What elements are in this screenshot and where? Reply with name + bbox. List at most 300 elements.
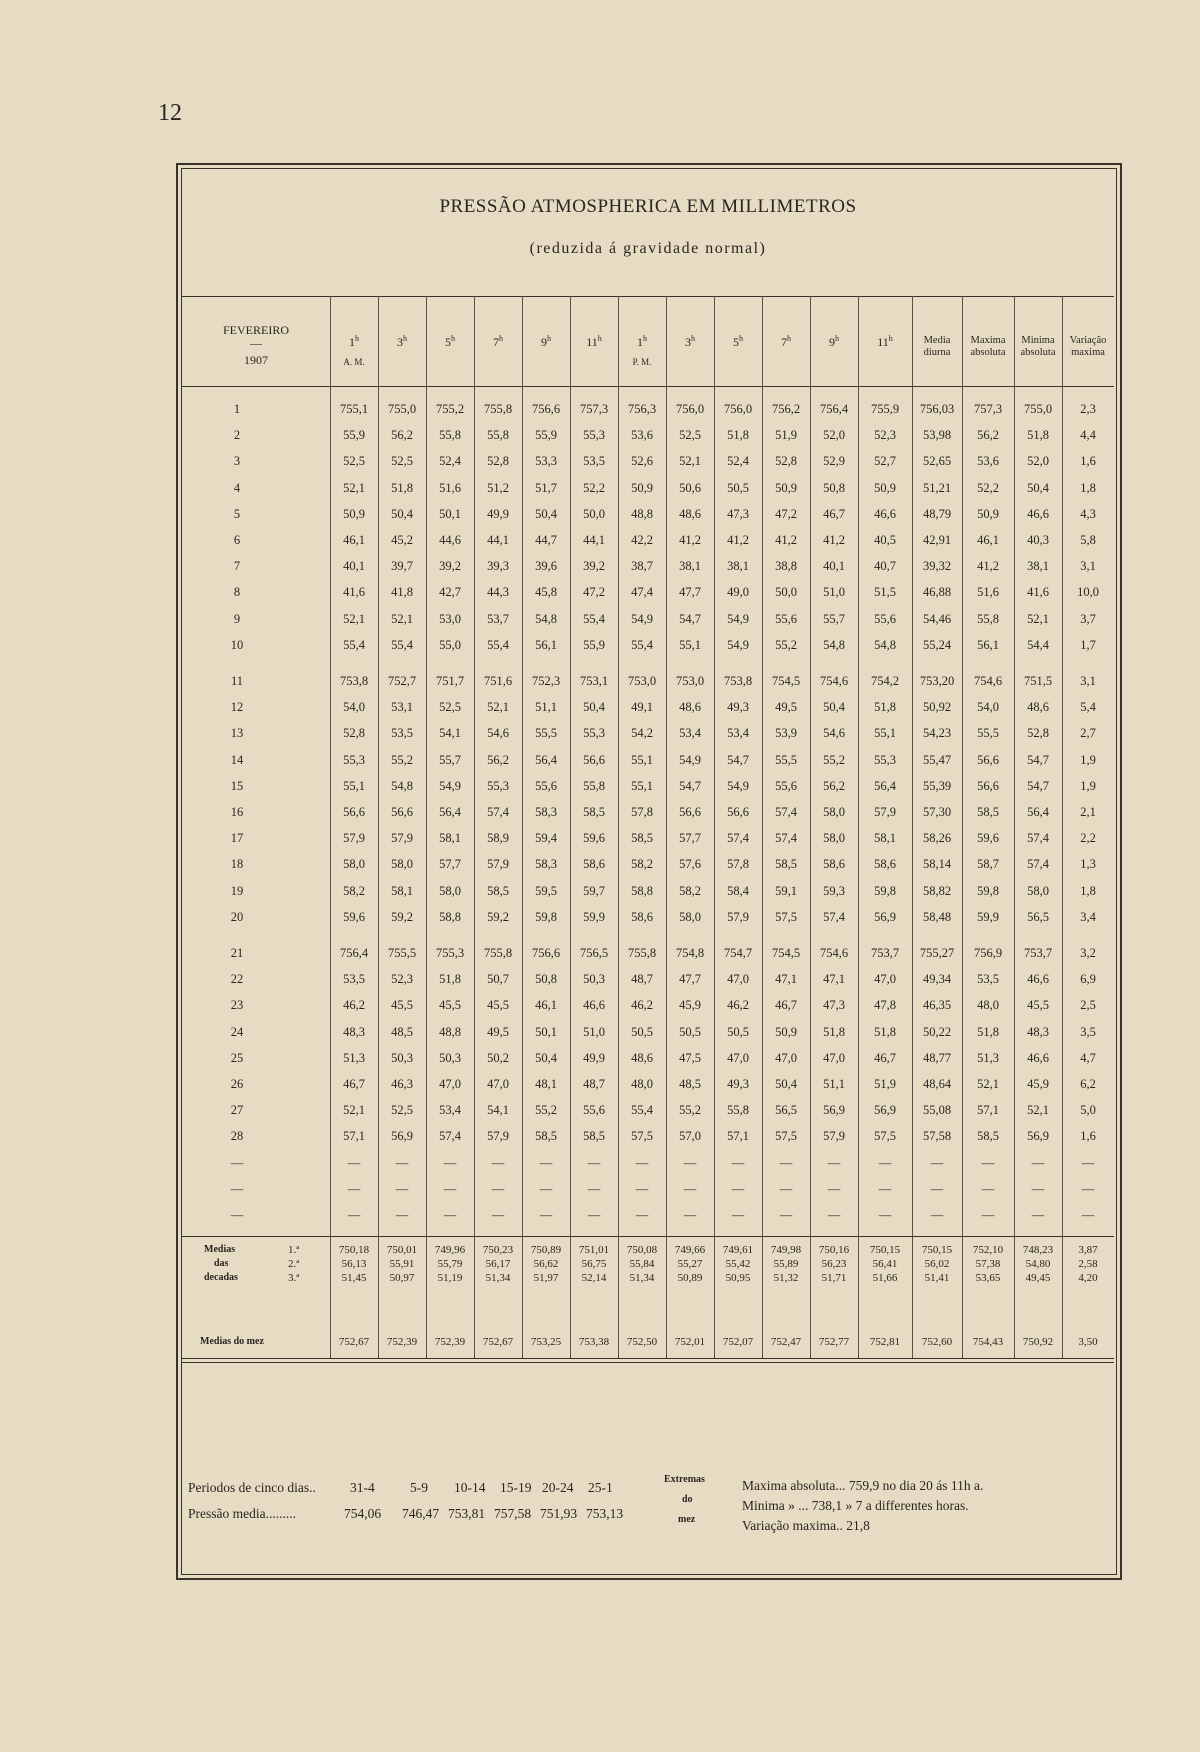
- empty-row-dash: —: [230, 1181, 244, 1196]
- table-row-value: 45,2: [391, 533, 413, 547]
- table-row-value: 54,7: [727, 752, 749, 767]
- table-row-value: 53,9: [775, 726, 797, 741]
- table-row-value: 5,8: [1080, 533, 1096, 547]
- empty-row-dash: —: [1081, 1155, 1095, 1170]
- empty-row-dash: —: [491, 1155, 505, 1170]
- table-row-value: 49,1: [631, 700, 653, 715]
- table-row-value: 50,6: [679, 480, 701, 495]
- table-row-value: 59,7: [583, 883, 605, 898]
- table-row-value: 754,5: [771, 946, 801, 960]
- table-row-value: 753,7: [1023, 946, 1053, 960]
- table-row-value: 56,9: [391, 1129, 413, 1144]
- extreme-line: Minima » ... 738,1 » 7 a differentes horas.: [742, 1498, 969, 1513]
- table-row-value: 55,9: [343, 428, 365, 443]
- rule-line: [182, 1236, 1114, 1237]
- table-row-value: 44,7: [535, 533, 557, 547]
- table-row-value: 4,3: [1080, 506, 1096, 521]
- header-variacao-maxima-line2: maxima: [1071, 347, 1105, 358]
- table-row-value: 59,8: [535, 909, 557, 924]
- table-row-value: 50,1: [439, 506, 461, 521]
- table-row-value: 46,7: [823, 506, 845, 521]
- empty-row-dash: —: [731, 1208, 745, 1222]
- table-row-value: 56,4: [1027, 805, 1049, 819]
- rule-line: [182, 1358, 1114, 1359]
- table-row-value: 55,2: [679, 1103, 701, 1118]
- table-row-value: 39,2: [439, 559, 461, 574]
- table-row-value: 54,8: [874, 637, 896, 652]
- table-row-value: 55,3: [487, 778, 509, 793]
- table-row-value: 48,3: [1027, 1024, 1049, 1039]
- table-row-value: 53,5: [343, 972, 365, 987]
- table-row-value: 56,6: [977, 778, 999, 793]
- table-row-value: 52,1: [1027, 611, 1049, 626]
- table-row-value: 54,8: [535, 611, 557, 626]
- table-row-value: 46,1: [977, 533, 999, 547]
- table-row-value: 52,3: [874, 428, 896, 443]
- extreme-line: Maxima absoluta... 759,9 no dia 20 ás 11h a.: [742, 1478, 984, 1493]
- table-row-value: 46,6: [1027, 506, 1049, 521]
- table-row-value: 54,0: [343, 700, 365, 715]
- table-row-value: 50,5: [727, 480, 749, 495]
- empty-row-dash: —: [683, 1181, 697, 1196]
- table-row-value: 55,6: [874, 611, 896, 626]
- decade-mean-value: 55,91: [389, 1258, 415, 1271]
- decade-mean-value: 56,13: [341, 1258, 367, 1271]
- table-row-day: 3: [233, 454, 241, 469]
- table-row-value: 44,3: [487, 585, 509, 600]
- empty-row-dash: —: [1031, 1181, 1045, 1196]
- decade-mean-value: 750,23: [482, 1244, 514, 1257]
- table-row-day: 6: [233, 533, 241, 547]
- table-row-value: 48,5: [679, 1077, 701, 1091]
- table-row-value: 57,4: [487, 805, 509, 819]
- decade-mean-value: 55,42: [725, 1258, 751, 1271]
- table-row-value: 58,5: [775, 857, 797, 872]
- header-am-hour: 11$^h$: [586, 334, 602, 349]
- decade-mean-value: 51,32: [773, 1272, 799, 1285]
- header-pm-label: P. M.: [632, 357, 652, 367]
- table-row-value: 53,6: [631, 428, 653, 443]
- table-row-value: 757,3: [579, 402, 609, 416]
- table-row-value: 48,8: [439, 1024, 461, 1039]
- table-row-value: 754,8: [675, 946, 705, 960]
- table-row-value: 54,9: [727, 637, 749, 652]
- table-row-value: 52,0: [1027, 454, 1049, 469]
- table-row-day: 8: [233, 585, 241, 600]
- table-row-value: 45,5: [1027, 998, 1049, 1013]
- table-row-value: 55,39: [922, 778, 952, 793]
- table-row-value: 55,1: [679, 637, 701, 652]
- table-row-value: 59,6: [583, 831, 605, 846]
- table-row-value: 51,6: [977, 585, 999, 600]
- table-row-day: 14: [230, 752, 244, 767]
- empty-row-dash: —: [930, 1208, 944, 1222]
- table-row-value: 58,4: [727, 883, 749, 898]
- month-mean-value: 752,67: [338, 1336, 370, 1349]
- header-maxima-absoluta: Maxima: [970, 335, 1006, 346]
- table-row-value: 51,3: [977, 1050, 999, 1065]
- empty-row-dash: —: [491, 1208, 505, 1222]
- decade-mean-value: 3,87: [1078, 1244, 1098, 1257]
- table-row-value: 59,8: [977, 883, 999, 898]
- table-row-value: 56,6: [679, 805, 701, 819]
- rule-line: [182, 296, 1114, 297]
- table-row-value: 50,8: [535, 972, 557, 987]
- table-row-value: 55,8: [439, 428, 461, 443]
- table-row-value: 3,5: [1080, 1024, 1096, 1039]
- table-row-value: 53,5: [977, 972, 999, 987]
- header-am-hour: 1$^h$: [349, 334, 359, 349]
- table-row-value: 755,3: [435, 946, 465, 960]
- table-row-value: 51,8: [391, 480, 413, 495]
- table-row-value: 50,4: [583, 700, 605, 715]
- table-row-value: 51,8: [439, 972, 461, 987]
- table-row-value: 755,0: [387, 402, 417, 416]
- table-row-value: 754,5: [771, 674, 801, 688]
- header-minima-absoluta-line2: absoluta: [1020, 347, 1056, 358]
- table-row-day: 17: [230, 831, 244, 846]
- table-row-value: 57,7: [679, 831, 701, 846]
- decade-mean-value: 52,14: [581, 1272, 607, 1285]
- table-row-value: 46,1: [343, 533, 365, 547]
- table-row-value: 56,2: [823, 778, 845, 793]
- table-row-value: 51,7: [535, 480, 557, 495]
- hour-suffix: h: [451, 334, 455, 343]
- table-row-value: 52,5: [343, 454, 365, 469]
- table-row-value: 47,0: [874, 972, 896, 987]
- decade-mean-value: 748,23: [1022, 1244, 1054, 1257]
- table-row-value: 52,5: [679, 428, 701, 443]
- table-row-value: 46,7: [775, 998, 797, 1013]
- table-row-value: 49,5: [487, 1024, 509, 1039]
- table-row-value: 756,4: [339, 946, 369, 960]
- table-row-value: 53,6: [977, 454, 999, 469]
- table-row-value: 50,9: [874, 480, 896, 495]
- table-row-value: 50,9: [775, 1024, 797, 1039]
- table-row-value: 54,6: [823, 726, 845, 741]
- table-row-value: 55,4: [631, 637, 653, 652]
- table-row-value: 46,6: [583, 998, 605, 1013]
- table-row-value: 42,2: [631, 533, 653, 547]
- table-row-value: 752,3: [531, 674, 561, 688]
- table-row-value: 59,5: [535, 883, 557, 898]
- month-mean-value: 752,50: [626, 1336, 658, 1349]
- table-row-value: 55,1: [631, 752, 653, 767]
- rule-line: [182, 386, 1114, 387]
- table-row-value: 40,3: [1027, 533, 1049, 547]
- table-row-value: 52,8: [343, 726, 365, 741]
- decade-mean-value: 56,23: [821, 1258, 847, 1271]
- month-mean-value: 753,38: [578, 1336, 610, 1349]
- table-row-value: 41,6: [1027, 585, 1049, 600]
- table-row-value: 50,9: [631, 480, 653, 495]
- table-row-value: 50,0: [775, 585, 797, 600]
- table-row-value: 59,1: [775, 883, 797, 898]
- table-row-value: 753,0: [627, 674, 657, 688]
- table-row-value: 48,6: [679, 506, 701, 521]
- table-row-value: 55,4: [343, 637, 365, 652]
- empty-row-dash: —: [683, 1208, 697, 1222]
- empty-row-dash: —: [347, 1181, 361, 1196]
- table-row-value: 753,7: [870, 946, 900, 960]
- table-row-value: 48,1: [535, 1077, 557, 1091]
- table-row-value: 50,4: [775, 1077, 797, 1091]
- table-row-value: 57,1: [343, 1129, 365, 1144]
- empty-row-dash: —: [1031, 1208, 1045, 1222]
- table-row-value: 58,6: [823, 857, 845, 872]
- table-row-value: 46,35: [922, 998, 952, 1013]
- table-row-value: 53,98: [922, 428, 952, 443]
- empty-row-dash: —: [1081, 1208, 1095, 1222]
- table-row-value: 4,7: [1080, 1050, 1096, 1065]
- table-row-value: 58,5: [487, 883, 509, 898]
- table-row-value: 55,8: [583, 778, 605, 793]
- table-row-value: 52,0: [823, 428, 845, 443]
- table-row-value: 52,1: [1027, 1103, 1049, 1118]
- table-row-value: 58,3: [535, 857, 557, 872]
- table-row-value: 58,1: [439, 831, 461, 846]
- header-pm-hour: 7$^h$: [781, 334, 791, 349]
- table-row-value: 50,5: [631, 1024, 653, 1039]
- empty-row-dash: —: [347, 1155, 361, 1170]
- table-row-value: 755,9: [870, 402, 900, 416]
- table-row-value: 55,9: [535, 428, 557, 443]
- period-range: 5-9: [410, 1480, 428, 1495]
- table-row-value: 51,9: [874, 1077, 896, 1091]
- month-mean-value: 752,81: [869, 1336, 901, 1349]
- table-row-value: 756,5: [579, 946, 609, 960]
- table-row-value: 57,4: [1027, 857, 1049, 872]
- table-row-value: 751,5: [1023, 674, 1053, 688]
- table-row-day: 4: [233, 480, 241, 495]
- table-row-value: 58,5: [535, 1129, 557, 1144]
- table-row-day: 7: [233, 559, 241, 574]
- table-row-value: 55,0: [439, 637, 461, 652]
- page-title: PRESSÃO ATMOSPHERICA EM MILLIMETROS: [439, 196, 857, 217]
- hour-suffix: h: [403, 334, 407, 343]
- table-row-value: 49,9: [583, 1050, 605, 1065]
- table-row-value: 49,0: [727, 585, 749, 600]
- table-row-value: 47,2: [775, 506, 797, 521]
- table-row-value: 47,8: [874, 998, 896, 1013]
- table-row-value: 57,0: [679, 1129, 701, 1144]
- table-row-value: 756,6: [531, 946, 561, 960]
- table-row-value: 4,4: [1080, 428, 1096, 443]
- table-row-value: 51,8: [727, 428, 749, 443]
- table-row-value: 52,5: [391, 454, 413, 469]
- empty-row-dash: —: [878, 1155, 892, 1170]
- table-row-value: 58,5: [977, 1129, 999, 1144]
- month-mean-value: 752,47: [770, 1336, 802, 1349]
- table-row-value: 49,34: [922, 972, 952, 987]
- decade-mean-value: 56,62: [533, 1258, 559, 1271]
- header-am-hour: 3$^h$: [397, 334, 407, 349]
- decade-mean-value: 749,66: [674, 1244, 706, 1257]
- table-row-value: 55,08: [922, 1103, 952, 1118]
- table-row-value: 55,9: [583, 637, 605, 652]
- table-row-value: 56,9: [874, 1103, 896, 1118]
- table-row-day: 5: [233, 506, 241, 521]
- table-row-value: 56,6: [727, 805, 749, 819]
- table-row-value: 55,3: [583, 428, 605, 443]
- table-row-value: 52,1: [679, 454, 701, 469]
- table-row-value: 52,1: [343, 1103, 365, 1118]
- empty-row-dash: —: [347, 1208, 361, 1222]
- table-row-value: 50,3: [439, 1050, 461, 1065]
- table-row-value: 47,0: [727, 1050, 749, 1065]
- table-row-value: 50,2: [487, 1050, 509, 1065]
- table-row-value: 52,1: [977, 1077, 999, 1091]
- table-row-value: 55,8: [727, 1103, 749, 1118]
- table-row-value: 756,0: [723, 402, 753, 416]
- table-row-value: 58,0: [679, 909, 701, 924]
- month-mean-value: 754,43: [972, 1336, 1004, 1349]
- table-row-value: 55,1: [631, 778, 653, 793]
- table-row-value: 45,5: [391, 998, 413, 1013]
- hour-suffix: h: [597, 334, 602, 343]
- table-row-value: 54,8: [823, 637, 845, 652]
- table-row-value: 756,3: [627, 402, 657, 416]
- table-row-value: 52,8: [775, 454, 797, 469]
- table-row-value: 48,6: [679, 700, 701, 715]
- table-row-value: 56,6: [391, 805, 413, 819]
- table-row-value: 2,1: [1080, 805, 1096, 819]
- empty-row-dash: —: [635, 1155, 649, 1170]
- table-row-value: 51,8: [977, 1024, 999, 1039]
- decade-mean-value: 51,34: [485, 1272, 511, 1285]
- decade-mean-value: 749,96: [434, 1244, 466, 1257]
- table-row-value: 47,7: [679, 972, 701, 987]
- table-row-value: 52,8: [1027, 726, 1049, 741]
- table-row-value: 54,7: [1027, 778, 1049, 793]
- table-row-value: 46,2: [631, 998, 653, 1013]
- header-variacao-maxima: Variação: [1069, 335, 1107, 346]
- table-row-value: 55,4: [487, 637, 509, 652]
- table-row-value: 54,7: [1027, 752, 1049, 767]
- table-row-value: 755,8: [483, 402, 513, 416]
- empty-row-dash: —: [827, 1208, 841, 1222]
- table-row-value: 53,4: [439, 1103, 461, 1118]
- empty-row-dash: —: [1031, 1155, 1045, 1170]
- table-row-value: 57,4: [1027, 831, 1049, 846]
- table-row-value: 756,6: [531, 402, 561, 416]
- table-row-value: 58,0: [343, 857, 365, 872]
- decade-mean-value: 51,19: [437, 1272, 463, 1285]
- table-row-value: 753,1: [579, 674, 609, 688]
- empty-row-dash: —: [395, 1208, 409, 1222]
- empty-row-dash: —: [930, 1155, 944, 1170]
- table-row-day: 18: [230, 857, 244, 872]
- table-row-value: 755,27: [919, 946, 955, 960]
- table-row-value: 56,6: [343, 805, 365, 819]
- table-row-value: 53,3: [535, 454, 557, 469]
- table-row-value: 52,9: [823, 454, 845, 469]
- month-mean-value: 752,39: [386, 1336, 418, 1349]
- table-row-value: 38,7: [631, 559, 653, 574]
- hour-suffix: h: [547, 334, 551, 343]
- table-row-value: 57,1: [977, 1103, 999, 1118]
- table-row-value: 47,0: [823, 1050, 845, 1065]
- table-row-day: 10: [230, 637, 244, 652]
- table-row-value: 45,5: [487, 998, 509, 1013]
- empty-row-dash: —: [981, 1155, 995, 1170]
- table-row-value: 55,7: [439, 752, 461, 767]
- table-row-value: 59,4: [535, 831, 557, 846]
- table-row-value: 48,0: [631, 1077, 653, 1091]
- table-row-value: 58,14: [922, 857, 952, 872]
- decade-mean-value: 750,89: [530, 1244, 562, 1257]
- table-row-value: 54,0: [977, 700, 999, 715]
- period-range: 15-19: [500, 1480, 532, 1495]
- table-row-value: 50,5: [727, 1024, 749, 1039]
- table-row-value: 51,21: [922, 480, 952, 495]
- table-row-value: 55,6: [775, 611, 797, 626]
- table-row-value: 5,4: [1080, 700, 1096, 715]
- table-row-value: 44,1: [583, 533, 605, 547]
- header-media-diurna-line2: diurna: [923, 347, 951, 358]
- table-row-value: 58,82: [922, 883, 952, 898]
- table-row-value: 6,9: [1080, 972, 1096, 987]
- header-minima-absoluta: Minima: [1021, 335, 1055, 346]
- decade-mean-value: 56,17: [485, 1258, 511, 1271]
- table-row-value: 57,4: [775, 831, 797, 846]
- decade-mean-value: 51,71: [821, 1272, 847, 1285]
- decade-mean-value: 56,75: [581, 1258, 607, 1271]
- extremes-label-1: Extremas: [664, 1474, 705, 1485]
- table-row-day: 2: [233, 428, 241, 443]
- header-pm-hour: 1$^h$: [637, 334, 647, 349]
- table-row-value: 45,8: [535, 585, 557, 600]
- table-row-value: 58,0: [823, 805, 845, 819]
- table-row-value: 50,9: [775, 480, 797, 495]
- table-row-value: 51,5: [874, 585, 896, 600]
- table-row-value: 5,0: [1080, 1103, 1096, 1118]
- table-row-day: 11: [230, 674, 244, 688]
- table-row-value: 3,1: [1080, 674, 1096, 688]
- table-row-value: 57,5: [775, 909, 797, 924]
- table-row-value: 48,3: [343, 1024, 365, 1039]
- decade-mean-value: 49,45: [1025, 1272, 1051, 1285]
- table-row-value: 755,5: [387, 946, 417, 960]
- table-row-value: 754,6: [819, 946, 849, 960]
- table-row-value: 39,6: [535, 559, 557, 574]
- decade-id: 1.ª: [288, 1244, 300, 1257]
- table-row-value: 48,6: [1027, 700, 1049, 715]
- table-row-value: 56,2: [487, 752, 509, 767]
- header-am-label: A. M.: [343, 357, 365, 367]
- table-row-value: 57,4: [439, 1129, 461, 1144]
- decade-mean-value: 50,89: [677, 1272, 703, 1285]
- empty-row-dash: —: [779, 1208, 793, 1222]
- empty-row-dash: —: [878, 1181, 892, 1196]
- header-am-hour: 9$^h$: [541, 334, 551, 349]
- decade-id: 2.ª: [288, 1258, 300, 1271]
- table-row-value: 52,1: [343, 480, 365, 495]
- decade-mean-value: 50,95: [725, 1272, 751, 1285]
- table-row-value: 1,9: [1080, 778, 1096, 793]
- empty-row-dash: —: [230, 1208, 244, 1222]
- table-row-value: 40,1: [823, 559, 845, 574]
- empty-row-dash: —: [395, 1155, 409, 1170]
- month-means-label: Medias do mez: [200, 1336, 264, 1348]
- table-row-value: 51,1: [823, 1077, 845, 1091]
- table-row-value: 55,4: [583, 611, 605, 626]
- table-row-value: 54,9: [631, 611, 653, 626]
- decade-mean-value: 2,58: [1078, 1258, 1098, 1271]
- table-row-value: 58,5: [631, 831, 653, 846]
- month-mean-value: 752,39: [434, 1336, 466, 1349]
- table-row-value: 52,4: [439, 454, 461, 469]
